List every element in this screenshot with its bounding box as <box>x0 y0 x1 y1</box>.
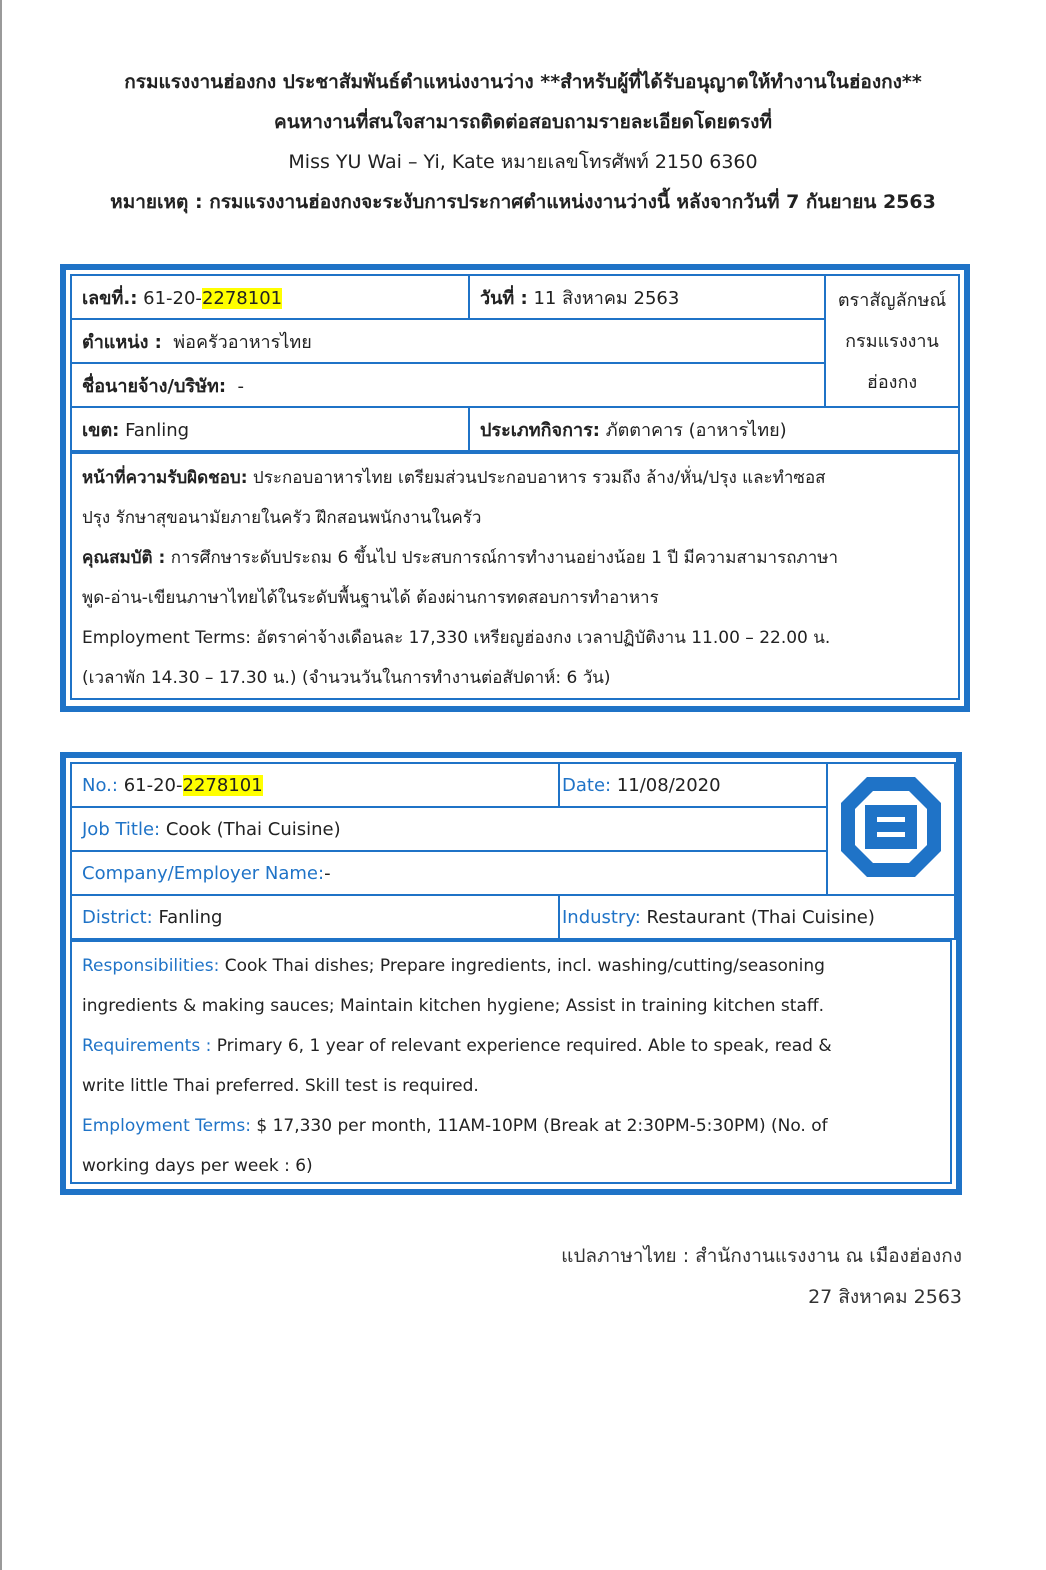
header-line-1: กรมแรงงานฮ่องกง ประชาสัมพันธ์ตำแหน่งงานว่าง **สำหรับผู้ที่ได้รับอนุญาตให้ทำงานในฮ่องกง** <box>124 71 922 93</box>
thai-qual-value-2: พูด-อ่าน-เขียนภาษาไทยได้ในระดับพื้นฐานได้ ต้องผ่านการทดสอบการทำอาหาร <box>82 588 659 608</box>
thai-resp-line-1 <box>82 458 948 498</box>
thai-seal-cell <box>825 275 959 407</box>
thai-position-value: พ่อครัวอาหารไทย <box>173 331 312 353</box>
thai-number-cell <box>71 275 469 319</box>
english-terms-value-1: $ 17,330 per month, 11AM-10PM (Break at 2:30PM-5:30PM) (No. of <box>256 1116 828 1136</box>
thai-district-value: Fanling <box>125 419 190 441</box>
translation-footer <box>561 1236 962 1318</box>
thai-job-card <box>60 264 970 712</box>
english-number-label: No.: <box>82 774 118 796</box>
footer-date-line: 27 สิงหาคม 2563 <box>808 1286 962 1308</box>
page-left-edge <box>0 0 2 1570</box>
thai-industry-label: ประเภทกิจการ: <box>480 419 600 441</box>
header-remark-line: หมายเหตุ : กรมแรงงานฮ่องกงจะระงับการประกาศตำแหน่งงานว่างนี้ หลังจากวันที่ 7 กันยายน 2563 <box>110 191 936 213</box>
english-resp-label: Responsibilities: <box>82 956 220 976</box>
english-district-cell <box>71 895 559 939</box>
thai-district-cell <box>71 407 469 451</box>
thai-number-label: เลขที่.: <box>82 287 138 309</box>
english-req-label: Requirements : <box>82 1036 212 1056</box>
thai-employer-value: - <box>237 375 244 397</box>
thai-resp-label: หน้าที่ความรับผิดชอบ: <box>82 468 248 488</box>
english-job-card <box>60 752 962 1195</box>
thai-number-prefix: 61-20- <box>143 287 202 309</box>
english-terms-value-2: working days per week : 6) <box>82 1156 313 1176</box>
thai-resp-value-2: ปรุง รักษาสุขอนามัยภายในครัว ฝึกสอนพนักงานในครัว <box>82 508 482 528</box>
labour-dept-logo-cell <box>827 763 955 895</box>
thai-qual-line-1 <box>82 538 948 578</box>
thai-seal-line-2: กรมแรงงาน <box>845 330 939 352</box>
thai-position-cell <box>71 319 825 363</box>
english-title-cell <box>71 807 827 851</box>
thai-number-highlight: 2278101 <box>201 287 283 309</box>
english-industry-label: Industry: <box>562 906 641 928</box>
thai-employer-cell <box>71 363 825 407</box>
thai-seal-line-1: ตราสัญลักษณ์ <box>837 289 947 311</box>
english-card-grid <box>70 762 956 940</box>
footer-translator-line: แปลภาษาไทย : สำนักงานแรงงาน ณ เมืองฮ่องกง <box>561 1245 962 1267</box>
thai-district-label: เขต: <box>82 419 120 441</box>
english-title-value: Cook (Thai Cuisine) <box>165 818 341 840</box>
thai-seal-line-3: ฮ่องกง <box>866 371 918 393</box>
thai-qual-label: คุณสมบัติ : <box>82 548 166 568</box>
thai-card-grid <box>70 274 960 452</box>
thai-industry-value: ภัตตาคาร (อาหารไทย) <box>605 419 787 441</box>
labour-department-logo-icon <box>835 771 947 883</box>
english-terms-line-1 <box>82 1106 940 1146</box>
english-employer-label: Company/Employer Name: <box>82 862 325 884</box>
english-details-cell <box>70 940 952 1184</box>
english-resp-line-1 <box>82 946 940 986</box>
thai-industry-cell <box>469 407 959 451</box>
english-req-value-1: Primary 6, 1 year of relevant experience required. Able to speak, read & <box>216 1036 832 1056</box>
thai-employer-label: ชื่อนายจ้าง/บริษัท: <box>82 375 227 397</box>
thai-details-cell <box>70 452 960 700</box>
thai-date-label: วันที่ : <box>480 287 528 309</box>
english-resp-value-2: ingredients & making sauces; Maintain kitchen hygiene; Assist in training kitchen staff. <box>82 996 824 1016</box>
thai-terms-value-1: อัตราค่าจ้างเดือนละ 17,330 เหรียญฮ่องกง เวลาปฏิบัติงาน 11.00 – 22.00 น. <box>256 628 831 648</box>
thai-date-cell <box>469 275 825 319</box>
english-req-line-1 <box>82 1026 940 1066</box>
english-resp-value-1: Cook Thai dishes; Prepare ingredients, incl. washing/cutting/seasoning <box>224 956 825 976</box>
english-number-highlight: 2278101 <box>182 774 263 796</box>
thai-date-value: 11 สิงหาคม 2563 <box>533 287 680 309</box>
thai-terms-value-2: (เวลาพัก 14.30 – 17.30 น.) (จำนวนวันในการทำงานต่อสัปดาห์: 6 วัน) <box>82 668 611 688</box>
english-industry-cell <box>559 895 955 939</box>
thai-qual-value-1: การศึกษาระดับประถม 6 ขึ้นไป ประสบการณ์การทำงานอย่างน้อย 1 ปี มีความสามารถภาษา <box>170 548 839 568</box>
english-number-prefix: 61-20- <box>123 774 183 796</box>
english-number-cell <box>71 763 559 807</box>
english-date-label: Date: <box>562 774 612 796</box>
thai-terms-line-1 <box>82 618 948 658</box>
header-contact-line: Miss YU Wai – Yi, Kate หมายเลขโทรศัพท์ 2150 6360 <box>288 151 758 173</box>
english-title-label: Job Title: <box>82 818 161 840</box>
english-date-value: 11/08/2020 <box>616 774 721 796</box>
thai-terms-label: Employment Terms: <box>82 628 251 648</box>
english-req-value-2: write little Thai preferred. Skill test is required. <box>82 1076 479 1096</box>
english-district-label: District: <box>82 906 153 928</box>
english-district-value: Fanling <box>158 906 223 928</box>
english-employer-cell <box>71 851 827 895</box>
english-terms-label: Employment Terms: <box>82 1116 251 1136</box>
english-industry-value: Restaurant (Thai Cuisine) <box>646 906 875 928</box>
english-employer-value: - <box>324 862 331 884</box>
english-date-cell <box>559 763 827 807</box>
notice-header <box>60 62 986 222</box>
thai-resp-value-1: ประกอบอาหารไทย เตรียมส่วนประกอบอาหาร รวมถึง ล้าง/หั่น/ปรุง และทำซอส <box>252 468 826 488</box>
thai-position-label: ตำแหน่ง : <box>82 331 162 353</box>
header-line-2: คนหางานที่สนใจสามารถติดต่อสอบถามรายละเอียดโดยตรงที่ <box>274 111 772 133</box>
